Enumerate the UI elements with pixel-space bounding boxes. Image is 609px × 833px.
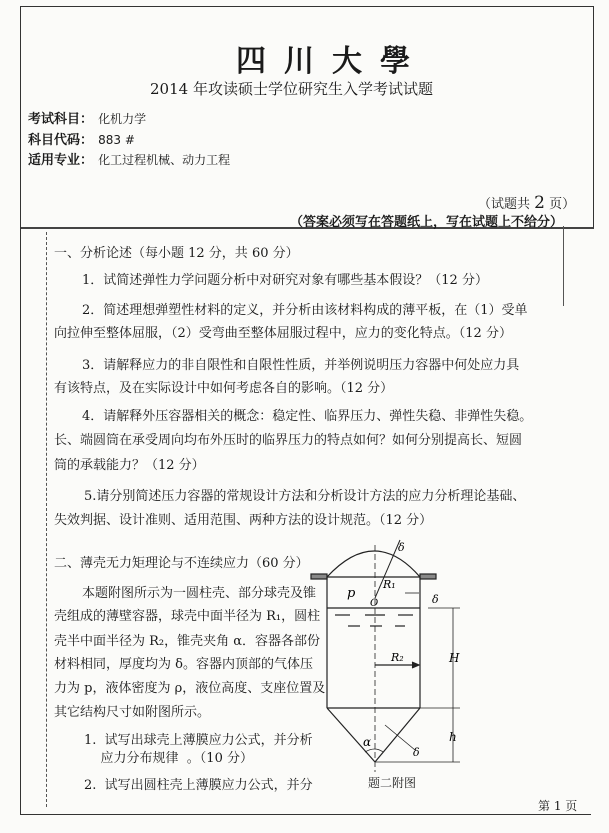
question-line: 1. 试写出球壳上薄膜应力公式，并分析	[84, 733, 313, 748]
spherical-cap	[327, 551, 420, 577]
figure-caption: 题二附图	[368, 776, 417, 790]
field-subject	[28, 108, 146, 127]
section2-title: 二、薄壳无力矩理论与不连续应力（60 分）	[54, 556, 309, 571]
page-count-suffix: 页）	[549, 197, 576, 212]
question-line: 1．试简述弹性力学问题分析中对研究对象有哪些基本假设？（12 分）	[82, 273, 488, 288]
intro-line: 力为 p，液体密度为 ρ，液位高度、支座位置及	[54, 681, 326, 696]
intro-line: 其它结构尺寸如附图所示。	[54, 705, 211, 720]
university-logo: 四川大學	[236, 44, 428, 79]
intro-line: 壳组成的薄壁容器，球壳中面半径为 R₁，圆柱	[54, 609, 321, 624]
inner-border	[46, 232, 47, 807]
page-count-prefix: （试题共	[478, 197, 531, 212]
field-value: 化机力学	[98, 112, 147, 126]
field-value: 化工过程机械、动力工程	[98, 153, 231, 167]
question-line: 应力分布规律 。（10 分）	[84, 751, 253, 766]
intro-line: 本题附图所示为一圆柱壳、部分球壳及锥	[82, 586, 317, 601]
field-value: 883 #	[98, 133, 135, 147]
question-line: 向拉伸至整体屈服，（2）受弯曲至整体屈服过程中，应力的变化特点。（12 分）	[54, 326, 512, 341]
question-line: 5.请分别简述压力容器的常规设计方法和分析设计方法的应力分析理论基础、	[84, 489, 526, 504]
field-label: 适用专业：	[28, 153, 94, 168]
intro-line: 材料相同，厚度均为 δ。容器内顶部的气体压	[54, 657, 313, 672]
question-line: 失效判据、设计准则、适用范围、两种方法的设计规范。（12 分）	[54, 513, 433, 528]
label-alpha: α	[363, 735, 372, 749]
label-R2: R₂	[391, 651, 404, 664]
support-left	[311, 574, 327, 579]
inner-border-right	[563, 226, 564, 306]
label-O: O	[370, 598, 379, 609]
field-code	[28, 129, 135, 148]
intro-line: 壳半中面半径为 R₂，锥壳夹角 α．容器各部份	[54, 634, 321, 649]
question-line: 长、端圆筒在承受周向均布外压时的临界压力的特点如何？如何分别提高长、短圆	[54, 433, 523, 448]
label-delta-top: δ	[398, 541, 405, 554]
question-line: 3．请解释应力的非自限性和自限性性质，并举例说明压力容器中何处应力具	[82, 358, 520, 373]
section1-title: 一、分析论述（每小题 12 分，共 60 分）	[54, 246, 299, 261]
question-line: 4．请解释外压容器相关的概念：稳定性、临界压力、弹性失稳、非弹性失稳。	[82, 409, 533, 424]
question-line: 2. 试写出圆柱壳上薄膜应力公式，并分	[84, 778, 313, 793]
field-label: 科目代码：	[28, 133, 94, 148]
question-line: 有该特点，及在实际设计中如何考虑各自的影响。（12 分）	[54, 381, 394, 396]
page-count-value: 2	[534, 193, 545, 213]
label-H: H	[449, 651, 460, 665]
label-R1: R₁	[383, 578, 396, 591]
vessel-figure	[300, 535, 500, 785]
support-right	[420, 574, 436, 579]
label-h: h	[449, 730, 457, 744]
label-delta-cone: δ	[413, 746, 420, 759]
page-count	[478, 193, 575, 213]
page-number: 第 1 页	[538, 799, 578, 813]
label-p: p	[347, 586, 356, 601]
question-line: 筒的承载能力？（12 分）	[54, 458, 205, 473]
question-line: 2．简述理想弹塑性材料的定义，并分析由该材料构成的薄平板，在（1）受单	[82, 303, 528, 318]
field-major	[28, 149, 230, 168]
label-delta-wall: δ	[432, 593, 439, 606]
exam-title: 2014 年攻读硕士学位研究生入学考试试题	[150, 80, 433, 98]
answer-notice: （答案必须写在答题纸上，写在试题上不给分）	[290, 215, 564, 230]
field-label: 考试科目：	[28, 112, 94, 127]
